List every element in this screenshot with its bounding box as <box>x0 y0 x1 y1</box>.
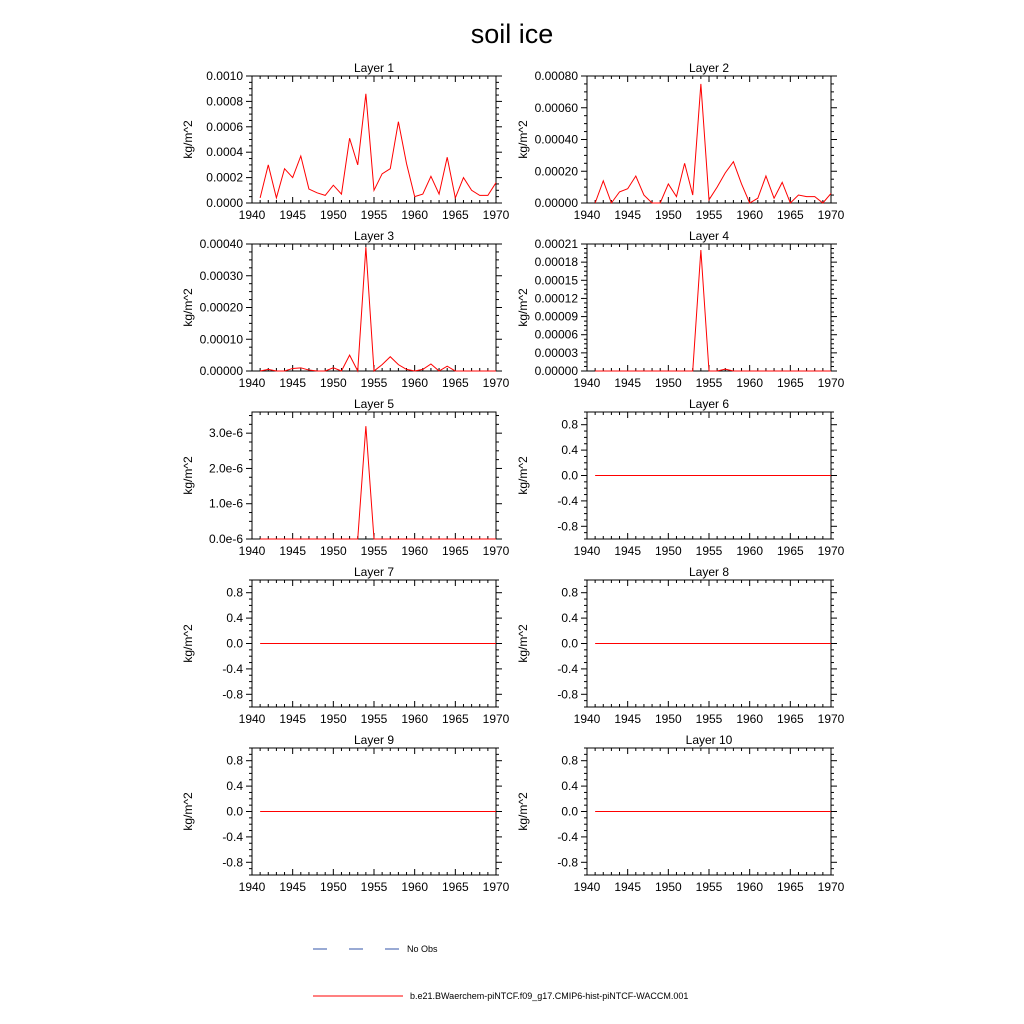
x-tick-label: 1960 <box>736 208 764 222</box>
x-tick-label: 1945 <box>279 376 307 390</box>
x-tick-label: 1955 <box>360 712 388 726</box>
plot-frame <box>252 76 496 203</box>
y-tick-label: 0.4 <box>561 779 578 794</box>
y-tick-label: 0.00000 <box>534 196 578 210</box>
plot-frame <box>587 244 831 371</box>
y-axis-label: kg/m^2 <box>181 624 195 663</box>
x-tick-label: 1940 <box>573 712 601 726</box>
panel-title: Layer 4 <box>688 229 730 243</box>
x-tick-label: 1940 <box>238 712 266 726</box>
x-tick-label: 1965 <box>441 880 469 894</box>
figure-title: soil ice <box>470 19 554 49</box>
y-tick-label: 0.00000 <box>534 364 578 378</box>
x-tick-label: 1960 <box>401 376 429 390</box>
y-tick-label: -0.8 <box>222 687 243 702</box>
x-tick-label: 1970 <box>817 544 845 558</box>
x-tick-label: 1950 <box>319 376 347 390</box>
x-tick-label: 1945 <box>614 544 642 558</box>
x-tick-label: 1960 <box>736 880 764 894</box>
x-tick-label: 1955 <box>695 544 723 558</box>
x-tick-label: 1955 <box>360 880 388 894</box>
x-tick-label: 1945 <box>279 208 307 222</box>
series-line-model <box>595 250 831 371</box>
x-tick-label: 1965 <box>776 544 804 558</box>
y-tick-label: 0.00018 <box>534 255 578 270</box>
panel-layer-4 <box>516 229 845 390</box>
y-tick-label: 0.0e-6 <box>208 532 243 546</box>
x-tick-label: 1970 <box>817 712 845 726</box>
y-tick-label: -0.8 <box>557 855 578 870</box>
x-tick-label: 1950 <box>319 880 347 894</box>
x-tick-label: 1960 <box>736 376 764 390</box>
y-tick-label: 0.00030 <box>199 268 243 283</box>
legend-model-label: b.e21.BWaerchem-piNTCF.f09_g17.CMIP6-hist-piNTCF-WACCM.001 <box>410 991 689 1001</box>
y-axis-label: kg/m^2 <box>516 120 530 159</box>
x-tick-label: 1950 <box>319 208 347 222</box>
x-tick-label: 1955 <box>360 376 388 390</box>
x-tick-label: 1950 <box>654 208 682 222</box>
y-tick-label: 0.8 <box>561 585 578 600</box>
y-tick-label: 2.0e-6 <box>208 461 243 476</box>
x-tick-label: 1955 <box>695 208 723 222</box>
y-tick-label: -0.4 <box>557 829 578 844</box>
y-tick-label: -0.4 <box>222 829 243 844</box>
panel-title: Layer 8 <box>688 565 730 579</box>
y-tick-label: 0.0010 <box>206 69 243 83</box>
y-axis-label: kg/m^2 <box>181 792 195 831</box>
y-axis-label: kg/m^2 <box>516 288 530 327</box>
y-axis-label: kg/m^2 <box>181 120 195 159</box>
x-tick-label: 1950 <box>654 880 682 894</box>
y-tick-label: -0.4 <box>557 661 578 676</box>
y-tick-label: 0.00080 <box>534 69 578 83</box>
x-tick-label: 1950 <box>319 544 347 558</box>
x-tick-label: 1940 <box>238 376 266 390</box>
x-tick-label: 1970 <box>482 544 510 558</box>
x-tick-label: 1945 <box>614 376 642 390</box>
y-tick-label: 0.0 <box>561 468 578 483</box>
x-tick-label: 1955 <box>695 376 723 390</box>
y-tick-label: 0.4 <box>226 611 243 626</box>
y-tick-label: 0.0 <box>561 804 578 819</box>
x-tick-label: 1950 <box>654 376 682 390</box>
y-tick-label: 0.00021 <box>534 237 578 251</box>
series-line-model <box>595 84 831 203</box>
y-tick-label: 0.00006 <box>534 327 578 342</box>
panel-layer-9 <box>181 733 510 894</box>
y-tick-label: 0.00009 <box>534 309 578 324</box>
legend <box>313 944 688 1001</box>
y-axis-label: kg/m^2 <box>516 792 530 831</box>
x-tick-label: 1940 <box>573 544 601 558</box>
y-tick-label: 0.0 <box>561 636 578 651</box>
x-tick-label: 1945 <box>279 880 307 894</box>
plot-frame <box>587 76 831 203</box>
y-tick-label: 0.0008 <box>206 94 243 109</box>
y-tick-label: 0.4 <box>226 779 243 794</box>
y-tick-label: 0.00010 <box>199 332 243 347</box>
x-tick-label: 1970 <box>482 208 510 222</box>
x-tick-label: 1965 <box>776 880 804 894</box>
y-tick-label: 1.0e-6 <box>208 496 243 511</box>
y-tick-label: 0.0002 <box>206 170 243 185</box>
y-tick-label: 0.00060 <box>534 100 578 115</box>
x-tick-label: 1970 <box>482 376 510 390</box>
y-tick-label: -0.8 <box>557 519 578 534</box>
panel-title: Layer 1 <box>353 61 395 75</box>
x-tick-label: 1960 <box>401 208 429 222</box>
x-tick-label: 1955 <box>695 880 723 894</box>
x-tick-label: 1940 <box>573 208 601 222</box>
x-tick-label: 1965 <box>776 208 804 222</box>
y-axis-label: kg/m^2 <box>516 456 530 495</box>
panel-title: Layer 3 <box>353 229 395 243</box>
x-tick-label: 1970 <box>482 880 510 894</box>
x-tick-label: 1965 <box>441 544 469 558</box>
x-tick-label: 1965 <box>441 208 469 222</box>
panel-layer-3 <box>181 229 510 390</box>
y-tick-label: -0.4 <box>222 661 243 676</box>
panel-layer-6 <box>516 397 845 558</box>
x-tick-label: 1960 <box>401 880 429 894</box>
x-tick-label: 1955 <box>695 712 723 726</box>
x-tick-label: 1965 <box>441 376 469 390</box>
y-tick-label: 0.8 <box>226 753 243 768</box>
x-tick-label: 1940 <box>238 544 266 558</box>
y-tick-label: 0.00012 <box>534 291 578 306</box>
y-tick-label: 0.4 <box>561 611 578 626</box>
y-tick-label: 0.0 <box>226 636 243 651</box>
series-line-model <box>260 426 496 539</box>
series-line-model <box>260 94 496 198</box>
x-tick-label: 1965 <box>441 712 469 726</box>
x-tick-label: 1940 <box>573 376 601 390</box>
x-tick-label: 1940 <box>573 880 601 894</box>
x-tick-label: 1945 <box>279 712 307 726</box>
panel-layer-2 <box>516 61 845 222</box>
x-tick-label: 1945 <box>279 544 307 558</box>
x-tick-label: 1945 <box>614 208 642 222</box>
panel-layer-10 <box>516 733 845 894</box>
x-tick-label: 1945 <box>614 712 642 726</box>
x-tick-label: 1970 <box>817 208 845 222</box>
y-tick-label: 0.00000 <box>199 364 243 378</box>
x-tick-label: 1965 <box>776 712 804 726</box>
y-tick-label: -0.4 <box>557 493 578 508</box>
y-tick-label: 0.00040 <box>534 132 578 147</box>
panel-title: Layer 10 <box>685 733 733 747</box>
x-tick-label: 1950 <box>319 712 347 726</box>
panel-title: Layer 9 <box>353 733 395 747</box>
x-tick-label: 1955 <box>360 544 388 558</box>
x-tick-label: 1960 <box>401 712 429 726</box>
y-tick-label: 0.8 <box>561 753 578 768</box>
y-tick-label: 0.0004 <box>206 145 243 160</box>
plot-frame <box>252 244 496 371</box>
y-axis-label: kg/m^2 <box>181 288 195 327</box>
panel-title: Layer 2 <box>688 61 730 75</box>
panel-title: Layer 6 <box>688 397 730 411</box>
plot-frame <box>252 412 496 539</box>
y-tick-label: -0.8 <box>557 687 578 702</box>
y-tick-label: 0.00015 <box>534 273 578 288</box>
x-tick-label: 1960 <box>736 544 764 558</box>
legend-obs-label: No Obs <box>407 944 438 954</box>
y-axis-label: kg/m^2 <box>516 624 530 663</box>
y-tick-label: 3.0e-6 <box>208 426 243 441</box>
panel-layer-5 <box>181 397 510 558</box>
x-tick-label: 1950 <box>654 712 682 726</box>
x-tick-label: 1960 <box>736 712 764 726</box>
x-tick-label: 1955 <box>360 208 388 222</box>
y-tick-label: 0.8 <box>561 417 578 432</box>
panel-layer-7 <box>181 565 510 726</box>
x-tick-label: 1970 <box>817 376 845 390</box>
x-tick-label: 1965 <box>776 376 804 390</box>
y-tick-label: 0.00003 <box>534 345 578 360</box>
x-tick-label: 1970 <box>482 712 510 726</box>
x-tick-label: 1950 <box>654 544 682 558</box>
x-tick-label: 1940 <box>238 208 266 222</box>
y-tick-label: 0.0 <box>226 804 243 819</box>
panel-layer-1 <box>181 61 510 222</box>
x-tick-label: 1960 <box>401 544 429 558</box>
y-tick-label: 0.4 <box>561 443 578 458</box>
panel-title: Layer 7 <box>353 565 395 579</box>
panel-layer-8 <box>516 565 845 726</box>
series-line-model <box>260 247 496 371</box>
y-tick-label: -0.8 <box>222 855 243 870</box>
y-axis-label: kg/m^2 <box>181 456 195 495</box>
x-tick-label: 1970 <box>817 880 845 894</box>
y-tick-label: 0.8 <box>226 585 243 600</box>
panels <box>181 61 845 894</box>
y-tick-label: 0.00020 <box>534 164 578 179</box>
x-tick-label: 1940 <box>238 880 266 894</box>
y-tick-label: 0.00020 <box>199 300 243 315</box>
x-tick-label: 1945 <box>614 880 642 894</box>
y-tick-label: 0.0006 <box>206 119 243 134</box>
y-tick-label: 0.0000 <box>206 196 243 210</box>
panel-title: Layer 5 <box>353 397 395 411</box>
y-tick-label: 0.00040 <box>199 237 243 251</box>
